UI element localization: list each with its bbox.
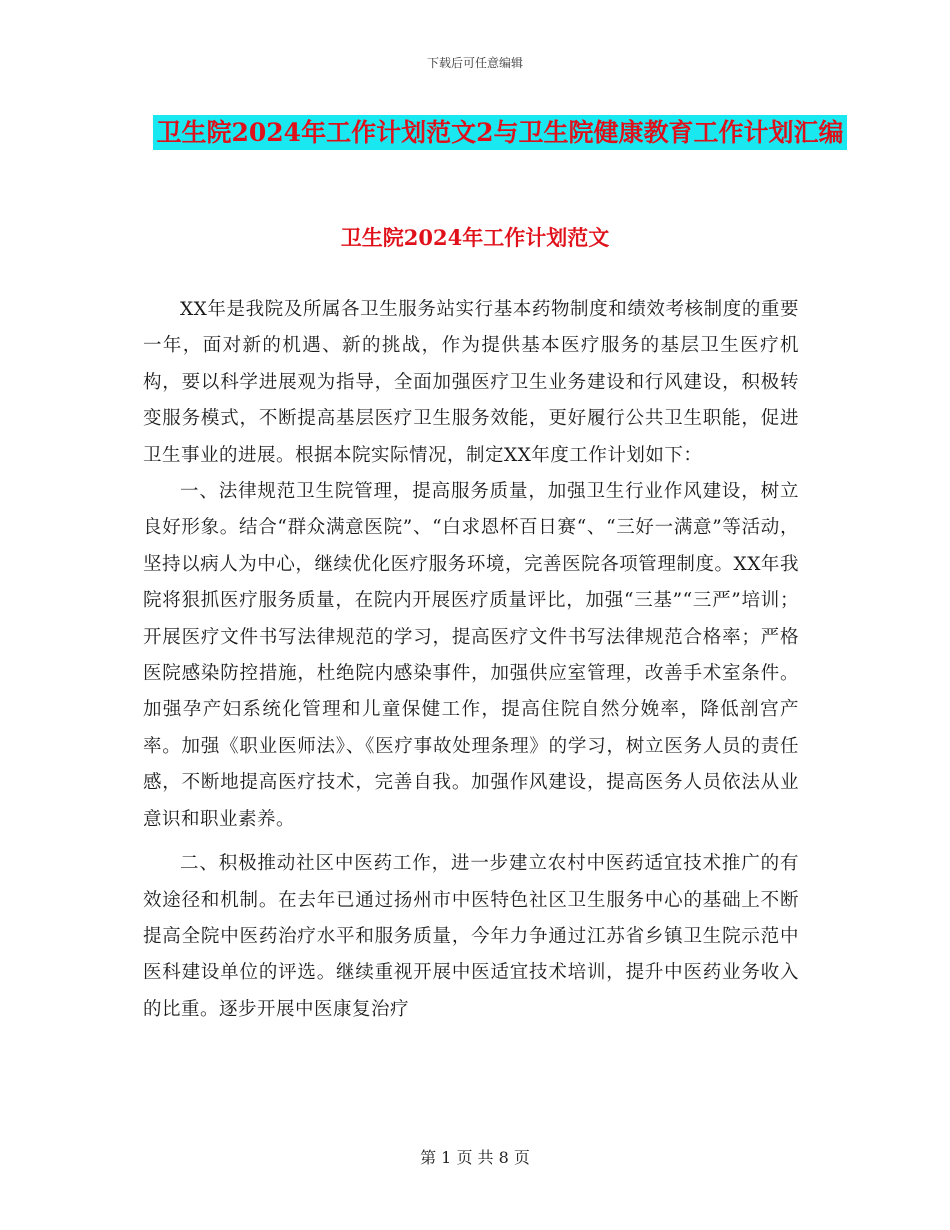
header-note: 下载后可任意编辑 — [426, 56, 523, 70]
page-footer: 第 1 页 共 8 页 — [420, 1148, 530, 1167]
paragraph-section-2: 二、积极推动社区中医药工作，进一步建立农村中医药适宜技术推广的有效途径和机制。在去年已通过扬州市中医特色社区卫生服务中心的基础上不断提高全院中医药治疗水平和服务质量，今年力争通过江苏省乡镇卫生院示范中医科建设单位的评选。继续重视开展中医适宜技术培训，提升中医药业务收入的比重。逐步开展中医康复治疗 — [143, 853, 799, 1020]
document-title — [140, 110, 860, 156]
document-body — [143, 292, 799, 1028]
paragraph-intro: XX年是我院及所属各卫生服务站实行基本药物制度和绩效考核制度的重要一年，面对新的机遇、新的挑战，作为提供基本医疗服务的基层卫生医疗机构，要以科学进展观为指导，全面加强医疗卫生业务建设和行风建设，积极转变服务模式，不断提高基层医疗卫生服务效能，更好履行公共卫生职能，促进卫生事业的进展。根据本院实际情况，制定XX年度工作计划如下： — [143, 299, 799, 466]
document-title-text: 卫生院2024年工作计划范文2与卫生院健康教育工作计划汇编 — [153, 115, 848, 150]
section-title: 卫生院2024年工作计划范文 — [340, 225, 610, 250]
paragraph-section-1: 一、法律规范卫生院管理，提高服务质量，加强卫生行业作风建设，树立良好形象。结合“群众满意医院”、“白求恩杯百日赛“、“三好一满意”等活动，坚持以病人为中心，继续优化医疗服务环境，完善医院各项管理制度。XX年我院将狠抓医疗服务质量，在院内开展医疗质量评比，加强“三基”“三严”培训；开展医疗文件书写法律规范的学习，提高医疗文件书写法律规范合格率；严格医院感染防控措施，杜绝院内感染事件，加强供应室管理，改善手术室条件。加强孕产妇系统化管理和儿童保健工作，提高住院自然分娩率，降低剖宫产率。加强《职业医师法》、《医疗事故处理条理》的学习，树立医务人员的责任感，不断地提高医疗技术，完善自我。加强作风建设，提高医务人员依法从业意识和职业素养。 — [143, 481, 799, 830]
